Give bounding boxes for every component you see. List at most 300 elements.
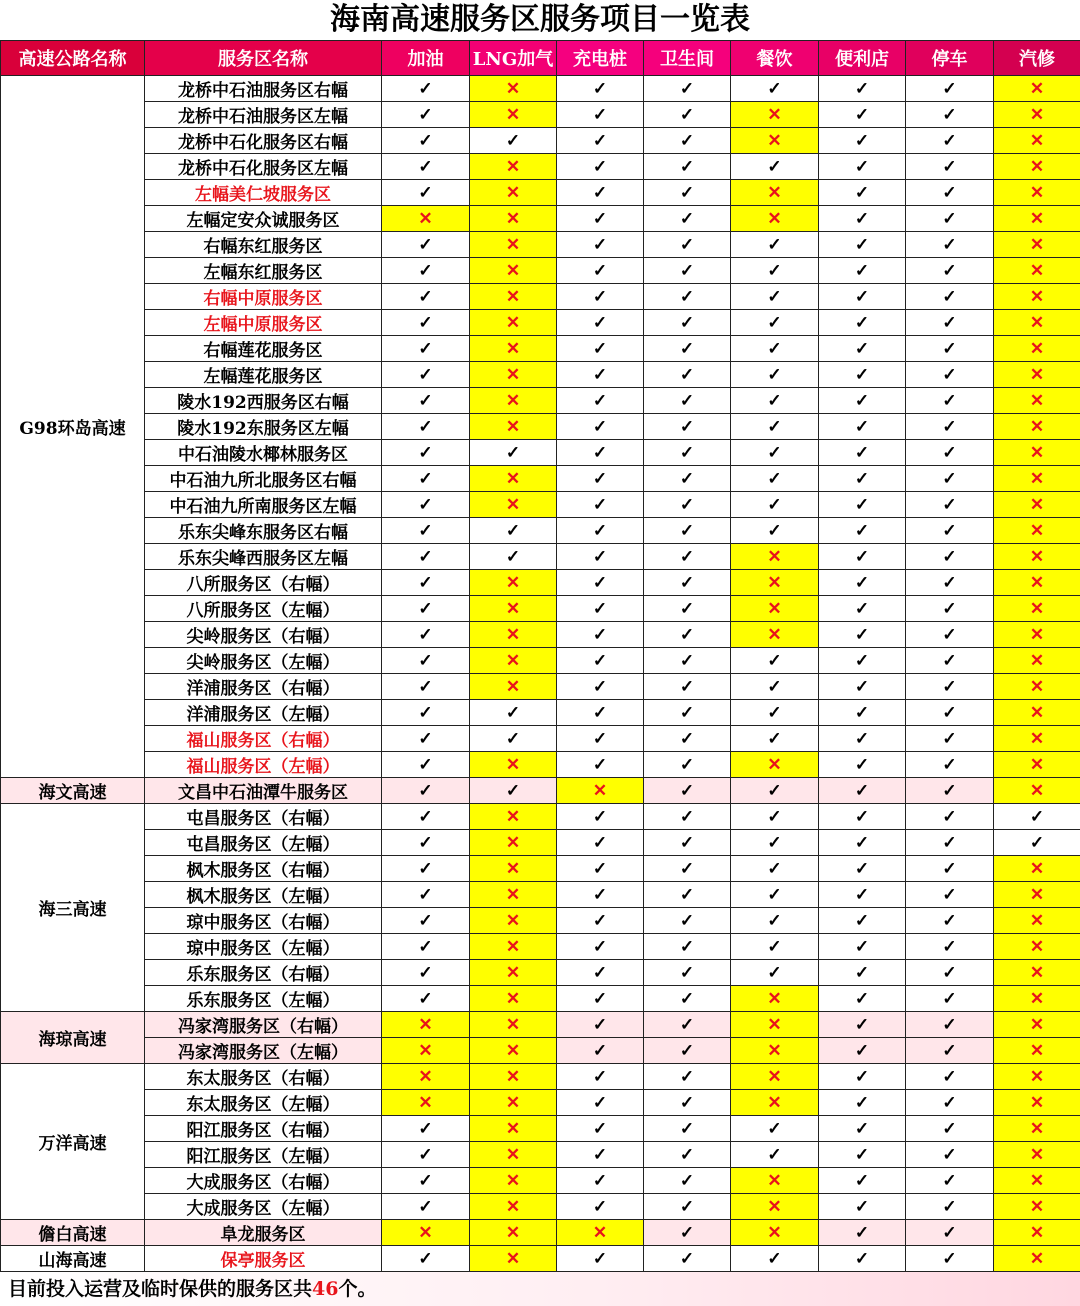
parking-status-cell: ✓ (906, 908, 994, 934)
restroom-status-cell: ✓ (644, 856, 731, 882)
parking-status-cell: ✓ (906, 440, 994, 466)
parking-status-cell: ✓ (906, 960, 994, 986)
parking-status-cell: ✓ (906, 388, 994, 414)
parking-status-cell: ✓ (906, 362, 994, 388)
restroom-status-cell: ✓ (644, 310, 731, 336)
restroom-status-cell: ✓ (644, 882, 731, 908)
charging-status-cell: ✓ (557, 570, 644, 596)
service-area-name-cell: 屯昌服务区（左幅） (145, 830, 382, 856)
dining-status-cell: ✓ (731, 674, 819, 700)
lng-status-cell: ✕ (470, 986, 557, 1012)
service-area-name-cell: 屯昌服务区（右幅） (145, 804, 382, 830)
store-status-cell: ✓ (819, 1220, 906, 1246)
parking-status-cell: ✓ (906, 76, 994, 102)
lng-status-cell: ✕ (470, 752, 557, 778)
charging-status-cell: ✓ (557, 388, 644, 414)
dining-status-cell: ✓ (731, 440, 819, 466)
parking-status-cell: ✓ (906, 882, 994, 908)
restroom-status-cell: ✓ (644, 76, 731, 102)
store-status-cell: ✓ (819, 1090, 906, 1116)
fuel-status-cell: ✓ (382, 180, 470, 206)
dining-status-cell: ✕ (731, 128, 819, 154)
table-row (1, 856, 1080, 882)
store-status-cell: ✓ (819, 700, 906, 726)
store-status-cell: ✓ (819, 336, 906, 362)
restroom-status-cell: ✓ (644, 648, 731, 674)
store-status-cell: ✓ (819, 778, 906, 804)
repair-status-cell: ✕ (994, 102, 1080, 128)
dining-status-cell: ✓ (731, 960, 819, 986)
store-status-cell: ✓ (819, 206, 906, 232)
fuel-status-cell: ✕ (382, 1220, 470, 1246)
repair-status-cell: ✕ (994, 258, 1080, 284)
table-row (1, 1194, 1080, 1220)
charging-status-cell: ✓ (557, 362, 644, 388)
restroom-status-cell: ✓ (644, 622, 731, 648)
lng-status-cell: ✕ (470, 1142, 557, 1168)
service-area-name-cell: 尖岭服务区（右幅） (145, 622, 382, 648)
dining-status-cell: ✕ (731, 1038, 819, 1064)
service-area-name-cell: 中石油九所北服务区右幅 (145, 466, 382, 492)
lng-status-cell: ✕ (470, 596, 557, 622)
service-area-name-cell: 八所服务区（右幅） (145, 570, 382, 596)
fuel-status-cell: ✓ (382, 544, 470, 570)
restroom-status-cell: ✓ (644, 544, 731, 570)
store-status-cell: ✓ (819, 726, 906, 752)
dining-status-cell: ✓ (731, 310, 819, 336)
table-row (1, 258, 1080, 284)
table-row (1, 154, 1080, 180)
parking-status-cell: ✓ (906, 206, 994, 232)
table-row (1, 310, 1080, 336)
lng-status-cell: ✓ (470, 544, 557, 570)
store-status-cell: ✓ (819, 76, 906, 102)
service-area-name-cell: 大成服务区（左幅） (145, 1194, 382, 1220)
parking-status-cell: ✓ (906, 596, 994, 622)
store-status-cell: ✓ (819, 414, 906, 440)
service-area-name-cell: 冯家湾服务区（右幅） (145, 1012, 382, 1038)
parking-status-cell: ✓ (906, 518, 994, 544)
service-area-name-cell: 乐东服务区（右幅） (145, 960, 382, 986)
service-area-name-cell: 东太服务区（右幅） (145, 1064, 382, 1090)
fuel-status-cell: ✓ (382, 128, 470, 154)
fuel-status-cell: ✓ (382, 726, 470, 752)
restroom-status-cell: ✓ (644, 596, 731, 622)
parking-status-cell: ✓ (906, 1116, 994, 1142)
parking-status-cell: ✓ (906, 102, 994, 128)
repair-status-cell: ✕ (994, 1038, 1080, 1064)
store-status-cell: ✓ (819, 310, 906, 336)
repair-status-cell: ✕ (994, 232, 1080, 258)
fuel-status-cell: ✓ (382, 674, 470, 700)
repair-status-cell: ✕ (994, 414, 1080, 440)
highway-name-cell: 海琼高速 (1, 1012, 145, 1064)
col-header-dining: 餐饮 (731, 41, 819, 76)
charging-status-cell: ✓ (557, 648, 644, 674)
fuel-status-cell: ✕ (382, 1090, 470, 1116)
parking-status-cell: ✓ (906, 1142, 994, 1168)
lng-status-cell: ✕ (470, 180, 557, 206)
lng-status-cell: ✕ (470, 1090, 557, 1116)
store-status-cell: ✓ (819, 544, 906, 570)
lng-status-cell: ✕ (470, 284, 557, 310)
charging-status-cell: ✓ (557, 102, 644, 128)
restroom-status-cell: ✓ (644, 232, 731, 258)
dining-status-cell: ✓ (731, 284, 819, 310)
repair-status-cell: ✕ (994, 700, 1080, 726)
store-status-cell: ✓ (819, 154, 906, 180)
repair-status-cell: ✓ (994, 804, 1080, 830)
lng-status-cell: ✓ (470, 778, 557, 804)
parking-status-cell: ✓ (906, 856, 994, 882)
restroom-status-cell: ✓ (644, 1064, 731, 1090)
store-status-cell: ✓ (819, 232, 906, 258)
charging-status-cell: ✓ (557, 1246, 644, 1272)
lng-status-cell: ✕ (470, 336, 557, 362)
highway-name-cell: G98环岛高速 (1, 76, 145, 778)
repair-status-cell: ✕ (994, 778, 1080, 804)
parking-status-cell: ✓ (906, 726, 994, 752)
restroom-status-cell: ✓ (644, 518, 731, 544)
restroom-status-cell: ✓ (644, 414, 731, 440)
parking-status-cell: ✓ (906, 674, 994, 700)
table-row (1, 206, 1080, 232)
fuel-status-cell: ✓ (382, 362, 470, 388)
parking-status-cell: ✓ (906, 466, 994, 492)
charging-status-cell: ✓ (557, 284, 644, 310)
parking-status-cell: ✓ (906, 128, 994, 154)
dining-status-cell: ✓ (731, 934, 819, 960)
repair-status-cell: ✓ (994, 830, 1080, 856)
store-status-cell: ✓ (819, 1012, 906, 1038)
restroom-status-cell: ✓ (644, 674, 731, 700)
service-area-name-cell: 阳江服务区（左幅） (145, 1142, 382, 1168)
parking-status-cell: ✓ (906, 570, 994, 596)
lng-status-cell: ✕ (470, 76, 557, 102)
store-status-cell: ✓ (819, 674, 906, 700)
parking-status-cell: ✓ (906, 258, 994, 284)
restroom-status-cell: ✓ (644, 1116, 731, 1142)
repair-status-cell: ✕ (994, 492, 1080, 518)
restroom-status-cell: ✓ (644, 388, 731, 414)
table-row (1, 596, 1080, 622)
store-status-cell: ✓ (819, 1168, 906, 1194)
store-status-cell: ✓ (819, 752, 906, 778)
service-area-name-cell: 枫木服务区（右幅） (145, 856, 382, 882)
table-row (1, 1038, 1080, 1064)
fuel-status-cell: ✓ (382, 1142, 470, 1168)
charging-status-cell: ✓ (557, 466, 644, 492)
fuel-status-cell: ✓ (382, 960, 470, 986)
dining-status-cell: ✓ (731, 778, 819, 804)
footer-suffix: 个。 (338, 1278, 376, 1300)
service-area-name-cell: 乐东尖峰东服务区右幅 (145, 518, 382, 544)
charging-status-cell: ✓ (557, 1090, 644, 1116)
table-row (1, 622, 1080, 648)
table-row (1, 440, 1080, 466)
store-status-cell: ✓ (819, 830, 906, 856)
repair-status-cell: ✕ (994, 882, 1080, 908)
restroom-status-cell: ✓ (644, 128, 731, 154)
dining-status-cell: ✓ (731, 466, 819, 492)
store-status-cell: ✓ (819, 882, 906, 908)
lng-status-cell: ✕ (470, 1246, 557, 1272)
lng-status-cell: ✕ (470, 1064, 557, 1090)
dining-status-cell: ✓ (731, 1142, 819, 1168)
store-status-cell: ✓ (819, 1064, 906, 1090)
store-status-cell: ✓ (819, 622, 906, 648)
fuel-status-cell: ✓ (382, 986, 470, 1012)
lng-status-cell: ✕ (470, 622, 557, 648)
service-area-name-cell: 右幅莲花服务区 (145, 336, 382, 362)
fuel-status-cell: ✓ (382, 882, 470, 908)
table-row (1, 1220, 1080, 1246)
repair-status-cell: ✕ (994, 128, 1080, 154)
service-area-name-cell: 龙桥中石化服务区左幅 (145, 154, 382, 180)
service-area-name-cell: 洋浦服务区（右幅） (145, 674, 382, 700)
restroom-status-cell: ✓ (644, 1090, 731, 1116)
footer-prefix: 目前投入运营及临时保供的服务区共 (8, 1278, 312, 1300)
page-title: 海南高速服务区服务项目一览表 (0, 0, 1080, 40)
store-status-cell: ✓ (819, 986, 906, 1012)
fuel-status-cell: ✓ (382, 310, 470, 336)
parking-status-cell: ✓ (906, 778, 994, 804)
fuel-status-cell: ✓ (382, 596, 470, 622)
table-row (1, 986, 1080, 1012)
header-row (1, 41, 1080, 76)
service-area-name-cell: 左幅美仁坡服务区 (145, 180, 382, 206)
restroom-status-cell: ✓ (644, 1220, 731, 1246)
parking-status-cell: ✓ (906, 830, 994, 856)
table-row (1, 492, 1080, 518)
lng-status-cell: ✕ (470, 934, 557, 960)
charging-status-cell: ✓ (557, 1012, 644, 1038)
parking-status-cell: ✓ (906, 1220, 994, 1246)
store-status-cell: ✓ (819, 1038, 906, 1064)
store-status-cell: ✓ (819, 934, 906, 960)
parking-status-cell: ✓ (906, 544, 994, 570)
col-header-store: 便利店 (819, 41, 906, 76)
table-row (1, 180, 1080, 206)
service-area-name-cell: 陵水192东服务区左幅 (145, 414, 382, 440)
charging-status-cell: ✓ (557, 1194, 644, 1220)
table-row (1, 882, 1080, 908)
service-area-name-cell: 福山服务区（左幅） (145, 752, 382, 778)
service-area-name-cell: 琼中服务区（右幅） (145, 908, 382, 934)
dining-status-cell: ✕ (731, 1168, 819, 1194)
fuel-status-cell: ✓ (382, 154, 470, 180)
footer-note (0, 1272, 1080, 1306)
charging-status-cell: ✓ (557, 1064, 644, 1090)
lng-status-cell: ✕ (470, 362, 557, 388)
restroom-status-cell: ✓ (644, 804, 731, 830)
lng-status-cell: ✓ (470, 440, 557, 466)
dining-status-cell: ✓ (731, 518, 819, 544)
dining-status-cell: ✓ (731, 362, 819, 388)
charging-status-cell: ✓ (557, 544, 644, 570)
store-status-cell: ✓ (819, 960, 906, 986)
restroom-status-cell: ✓ (644, 726, 731, 752)
repair-status-cell: ✕ (994, 726, 1080, 752)
lng-status-cell: ✕ (470, 570, 557, 596)
table-row (1, 960, 1080, 986)
fuel-status-cell: ✓ (382, 804, 470, 830)
repair-status-cell: ✕ (994, 440, 1080, 466)
repair-status-cell: ✕ (994, 284, 1080, 310)
charging-status-cell: ✓ (557, 492, 644, 518)
fuel-status-cell: ✓ (382, 440, 470, 466)
dining-status-cell: ✓ (731, 700, 819, 726)
charging-status-cell: ✓ (557, 1038, 644, 1064)
parking-status-cell: ✓ (906, 700, 994, 726)
charging-status-cell: ✓ (557, 882, 644, 908)
dining-status-cell: ✓ (731, 76, 819, 102)
fuel-status-cell: ✓ (382, 648, 470, 674)
parking-status-cell: ✓ (906, 1090, 994, 1116)
fuel-status-cell: ✓ (382, 492, 470, 518)
lng-status-cell: ✕ (470, 648, 557, 674)
lng-status-cell: ✕ (470, 830, 557, 856)
lng-status-cell: ✕ (470, 1168, 557, 1194)
service-area-name-cell: 保亭服务区 (145, 1246, 382, 1272)
repair-status-cell: ✕ (994, 622, 1080, 648)
store-status-cell: ✓ (819, 518, 906, 544)
dining-status-cell: ✓ (731, 804, 819, 830)
table-row (1, 1246, 1080, 1272)
charging-status-cell: ✓ (557, 830, 644, 856)
service-area-name-cell: 陵水192西服务区右幅 (145, 388, 382, 414)
restroom-status-cell: ✓ (644, 934, 731, 960)
service-area-name-cell: 龙桥中石油服务区左幅 (145, 102, 382, 128)
store-status-cell: ✓ (819, 1142, 906, 1168)
dining-status-cell: ✕ (731, 570, 819, 596)
dining-status-cell: ✕ (731, 1194, 819, 1220)
repair-status-cell: ✕ (994, 1246, 1080, 1272)
col-header-service-area: 服务区名称 (145, 41, 382, 76)
dining-status-cell: ✓ (731, 154, 819, 180)
store-status-cell: ✓ (819, 440, 906, 466)
charging-status-cell: ✓ (557, 622, 644, 648)
lng-status-cell: ✕ (470, 414, 557, 440)
service-area-name-cell: 阜龙服务区 (145, 1220, 382, 1246)
repair-status-cell: ✕ (994, 960, 1080, 986)
repair-status-cell: ✕ (994, 310, 1080, 336)
repair-status-cell: ✕ (994, 596, 1080, 622)
lng-status-cell: ✕ (470, 232, 557, 258)
repair-status-cell: ✕ (994, 674, 1080, 700)
dining-status-cell: ✓ (731, 258, 819, 284)
repair-status-cell: ✕ (994, 1064, 1080, 1090)
restroom-status-cell: ✓ (644, 440, 731, 466)
lng-status-cell: ✕ (470, 1194, 557, 1220)
service-area-name-cell: 洋浦服务区（左幅） (145, 700, 382, 726)
table-row (1, 388, 1080, 414)
fuel-status-cell: ✓ (382, 518, 470, 544)
restroom-status-cell: ✓ (644, 492, 731, 518)
lng-status-cell: ✕ (470, 882, 557, 908)
lng-status-cell: ✕ (470, 492, 557, 518)
parking-status-cell: ✓ (906, 310, 994, 336)
restroom-status-cell: ✓ (644, 986, 731, 1012)
repair-status-cell: ✕ (994, 336, 1080, 362)
repair-status-cell: ✕ (994, 544, 1080, 570)
fuel-status-cell: ✕ (382, 206, 470, 232)
charging-status-cell: ✓ (557, 76, 644, 102)
fuel-status-cell: ✓ (382, 752, 470, 778)
col-header-parking: 停车 (906, 41, 994, 76)
dining-status-cell: ✕ (731, 544, 819, 570)
col-header-charging: 充电桩 (557, 41, 644, 76)
parking-status-cell: ✓ (906, 336, 994, 362)
service-area-name-cell: 冯家湾服务区（左幅） (145, 1038, 382, 1064)
store-status-cell: ✓ (819, 596, 906, 622)
parking-status-cell: ✓ (906, 648, 994, 674)
table-row (1, 1064, 1080, 1090)
fuel-status-cell: ✕ (382, 1064, 470, 1090)
fuel-status-cell: ✓ (382, 1116, 470, 1142)
fuel-status-cell: ✓ (382, 102, 470, 128)
repair-status-cell: ✕ (994, 180, 1080, 206)
fuel-status-cell: ✓ (382, 1246, 470, 1272)
table-row (1, 648, 1080, 674)
parking-status-cell: ✓ (906, 414, 994, 440)
table-row (1, 700, 1080, 726)
charging-status-cell: ✓ (557, 1142, 644, 1168)
lng-status-cell: ✕ (470, 258, 557, 284)
store-status-cell: ✓ (819, 362, 906, 388)
restroom-status-cell: ✓ (644, 778, 731, 804)
table-row (1, 674, 1080, 700)
restroom-status-cell: ✓ (644, 362, 731, 388)
restroom-status-cell: ✓ (644, 258, 731, 284)
charging-status-cell: ✓ (557, 258, 644, 284)
fuel-status-cell: ✓ (382, 934, 470, 960)
restroom-status-cell: ✓ (644, 336, 731, 362)
repair-status-cell: ✕ (994, 388, 1080, 414)
charging-status-cell: ✓ (557, 752, 644, 778)
fuel-status-cell: ✕ (382, 1038, 470, 1064)
restroom-status-cell: ✓ (644, 1246, 731, 1272)
fuel-status-cell: ✓ (382, 232, 470, 258)
parking-status-cell: ✓ (906, 1064, 994, 1090)
repair-status-cell: ✕ (994, 206, 1080, 232)
service-area-name-cell: 左幅定安众诚服务区 (145, 206, 382, 232)
lng-status-cell: ✓ (470, 518, 557, 544)
charging-status-cell: ✓ (557, 206, 644, 232)
charging-status-cell: ✓ (557, 414, 644, 440)
table-body (1, 76, 1080, 1272)
repair-status-cell: ✕ (994, 986, 1080, 1012)
table-row (1, 284, 1080, 310)
repair-status-cell: ✕ (994, 518, 1080, 544)
repair-status-cell: ✕ (994, 570, 1080, 596)
table-row (1, 726, 1080, 752)
store-status-cell: ✓ (819, 180, 906, 206)
col-header-repair: 汽修 (994, 41, 1080, 76)
repair-status-cell: ✕ (994, 76, 1080, 102)
charging-status-cell: ✓ (557, 726, 644, 752)
table-row (1, 128, 1080, 154)
dining-status-cell: ✓ (731, 388, 819, 414)
lng-status-cell: ✕ (470, 466, 557, 492)
lng-status-cell: ✕ (470, 856, 557, 882)
service-area-name-cell: 右幅中原服务区 (145, 284, 382, 310)
dining-status-cell: ✓ (731, 232, 819, 258)
restroom-status-cell: ✓ (644, 466, 731, 492)
charging-status-cell: ✓ (557, 856, 644, 882)
parking-status-cell: ✓ (906, 752, 994, 778)
dining-status-cell: ✕ (731, 180, 819, 206)
